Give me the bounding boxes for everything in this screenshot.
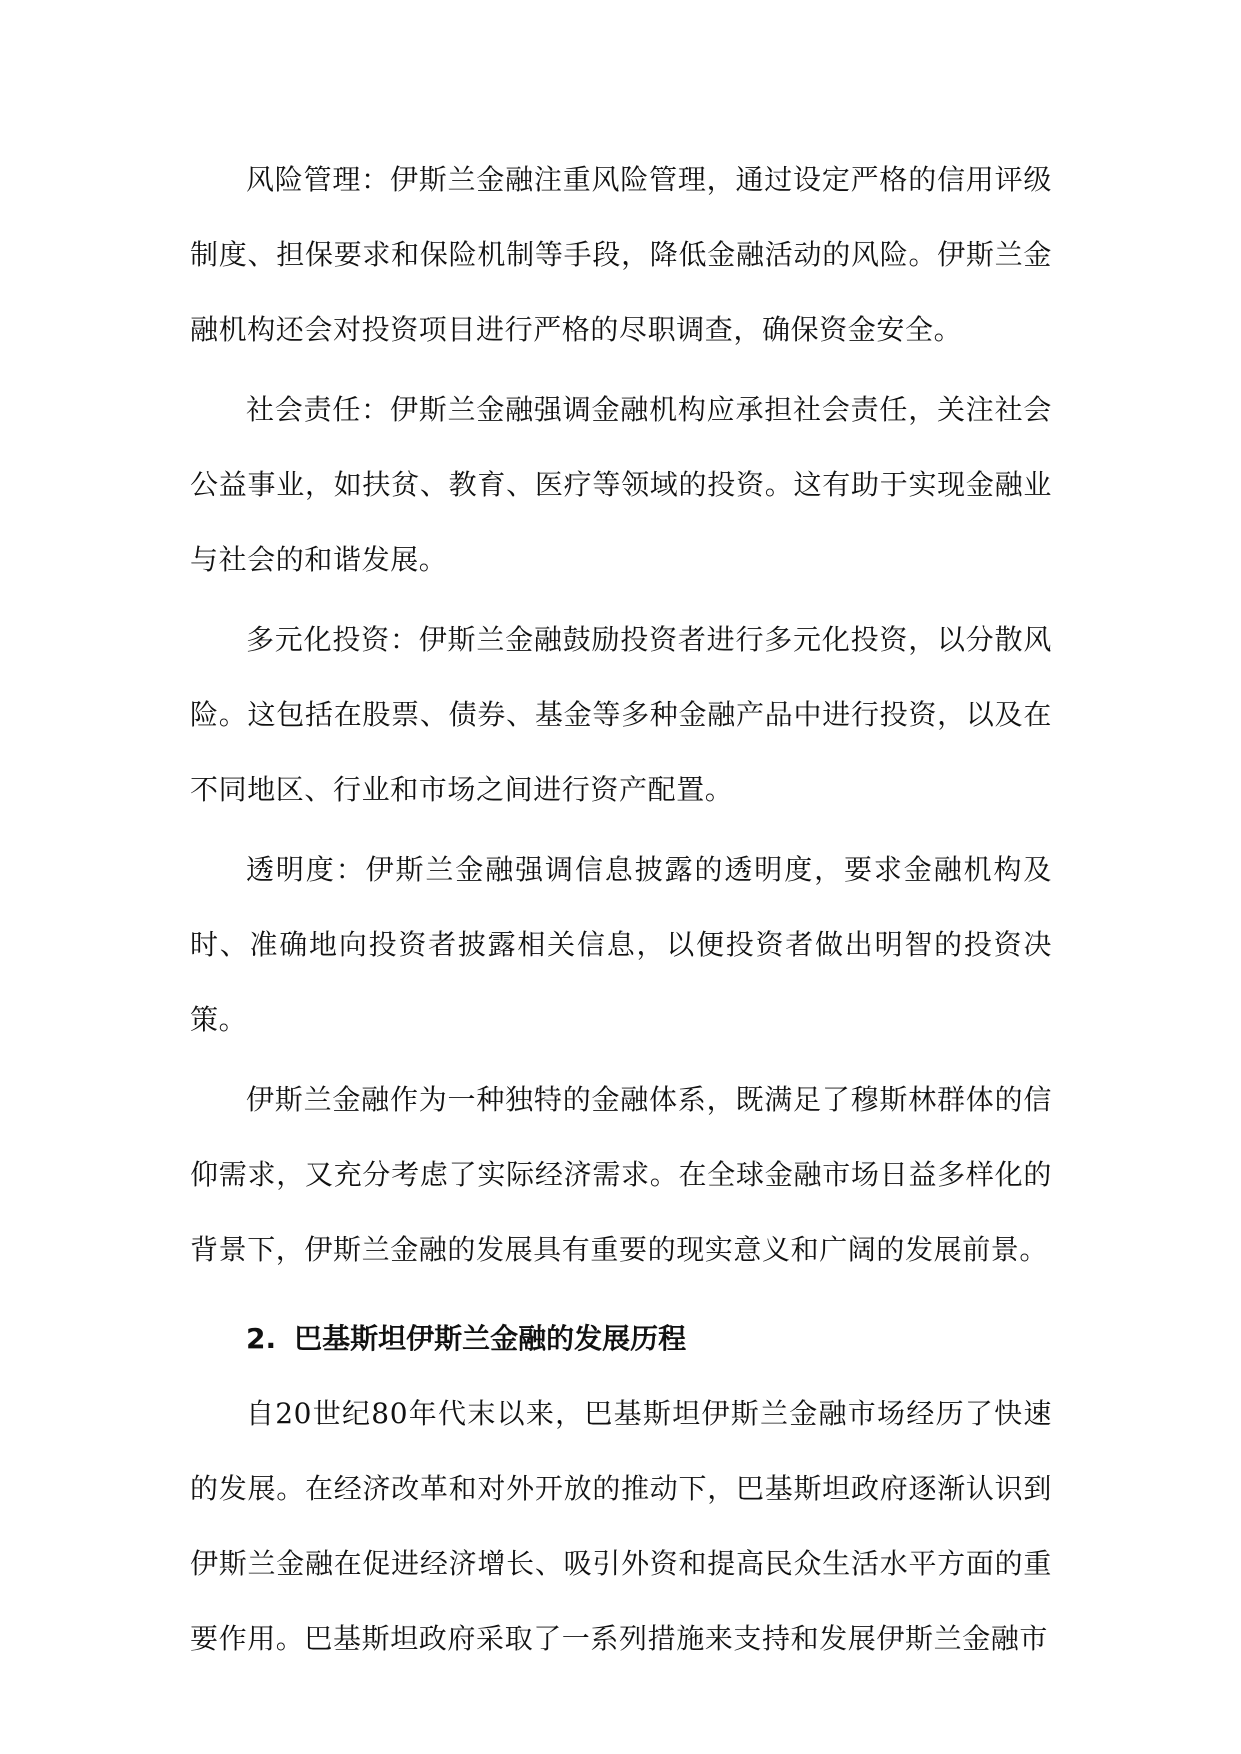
paragraph-transparency: 透明度：伊斯兰金融强调信息披露的透明度，要求金融机构及时、准确地向投资者披露相关信息，以便投资者做出明智的投资决策。 <box>190 853 1052 1036</box>
paragraph-diversified-investment: 多元化投资：伊斯兰金融鼓励投资者进行多元化投资，以分散风险。这包括在股票、债券、基金等多种金融产品中进行投资，以及在不同地区、行业和市场之间进行资产配置。 <box>190 623 1052 806</box>
paragraph-development-history: 自20世纪80年代末以来，巴基斯坦伊斯兰金融市场经历了快速的发展。在经济改革和对外开放的推动下，巴基斯坦政府逐渐认识到伊斯兰金融在促进经济增长、吸引外资和提高民众生活水平方面的重要作用。巴基斯坦政府采取了一系列措施来支持和发展伊斯兰金融市 <box>190 1397 1052 1655</box>
document-page <box>190 142 1052 1681</box>
section-number: 2. <box>246 1322 277 1355</box>
section-title: 巴基斯坦伊斯兰金融的发展历程 <box>294 1322 687 1355</box>
section-heading <box>190 1301 1052 1376</box>
paragraph-summary: 伊斯兰金融作为一种独特的金融体系，既满足了穆斯林群体的信仰需求，又充分考虑了实际经济需求。在全球金融市场日益多样化的背景下，伊斯兰金融的发展具有重要的现实意义和广阔的发展前景。 <box>190 1083 1052 1266</box>
paragraph-social-responsibility: 社会责任：伊斯兰金融强调金融机构应承担社会责任，关注社会公益事业，如扶贫、教育、医疗等领域的投资。这有助于实现金融业与社会的和谐发展。 <box>190 393 1052 576</box>
paragraph-risk-management: 风险管理：伊斯兰金融注重风险管理，通过设定严格的信用评级制度、担保要求和保险机制等手段，降低金融活动的风险。伊斯兰金融机构还会对投资项目进行严格的尽职调查，确保资金安全。 <box>190 163 1052 346</box>
